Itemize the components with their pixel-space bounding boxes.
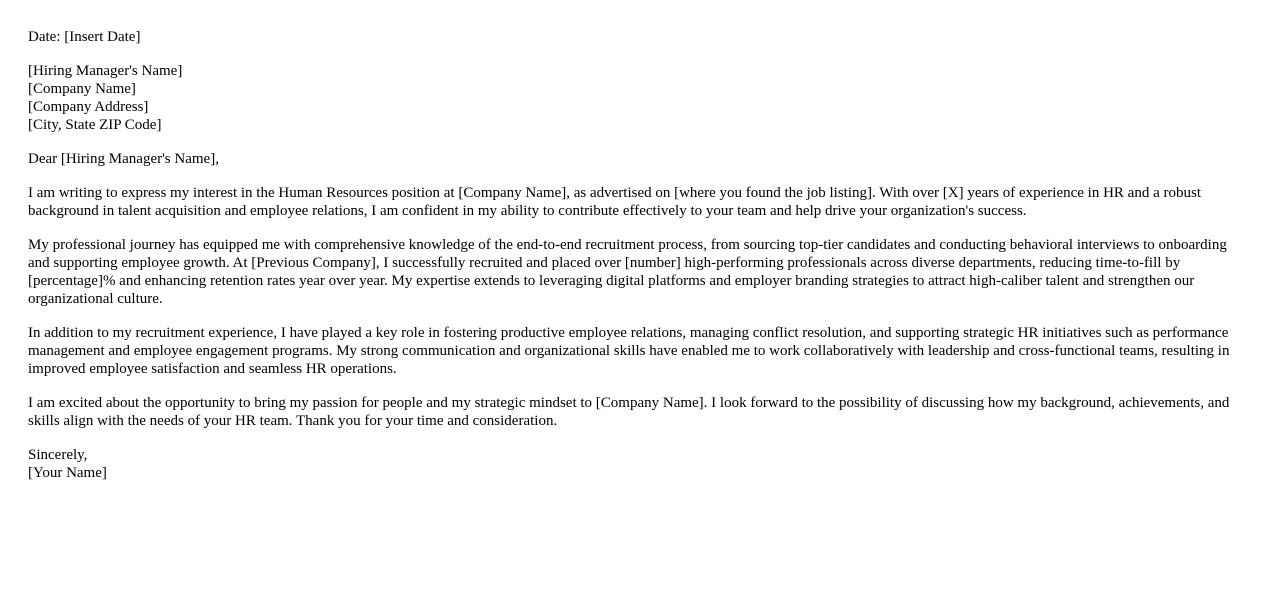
letter-signature: [Your Name] xyxy=(28,465,107,481)
letter-closing: Sincerely, xyxy=(28,447,88,463)
signature-block xyxy=(28,446,1250,482)
recipient-company-name: [Company Name] xyxy=(28,81,136,97)
recipient-manager-name: [Hiring Manager's Name] xyxy=(28,63,183,79)
recipient-city-state-zip: [City, State ZIP Code] xyxy=(28,117,162,133)
recipient-company-address: [Company Address] xyxy=(28,99,149,115)
letter-salutation: Dear [Hiring Manager's Name], xyxy=(28,151,219,167)
body-paragraph-recruitment: My professional journey has equipped me with comprehensive knowledge of the end-to-end recruitment process, from sourcing top-tier candidates and conducting behavioral interviews to onboarding and supporting employee growth. At [Previous Company], I successfully recruited and placed over [number] high-performing professionals across diverse departments, reducing time-to-fill by [percentage]% and enhancing retention rates year over year. My expertise extends to leveraging digital platforms and employer branding strategies to attract high-caliber talent and strengthen our organizational culture. xyxy=(28,237,1227,307)
body-paragraph-employee-relations: In addition to my recruitment experience, I have played a key role in fostering productive employee relations, managing conflict resolution, and supporting strategic HR initiatives such as performance management and employee engagement programs. My strong communication and organizational skills have enabled me to work collaboratively with leadership and cross-functional teams, resulting in improved employee satisfaction and seamless HR operations. xyxy=(28,325,1230,377)
body-paragraph-intro: I am writing to express my interest in the Human Resources position at [Company Name], as advertised on [where you found the job listing]. With over [X] years of experience in HR and a robust background in talent acquisition and employee relations, I am confident in my ability to contribute effectively to your team and help drive your organization's success. xyxy=(28,185,1201,219)
recipient-address-block xyxy=(28,62,1250,134)
letter-date: Date: [Insert Date] xyxy=(28,29,141,45)
body-paragraph-closing: I am excited about the opportunity to bring my passion for people and my strategic mindset to [Company Name]. I look forward to the possibility of discussing how my background, achievements, and skills align with the needs of your HR team. Thank you for your time and consideration. xyxy=(28,395,1230,429)
